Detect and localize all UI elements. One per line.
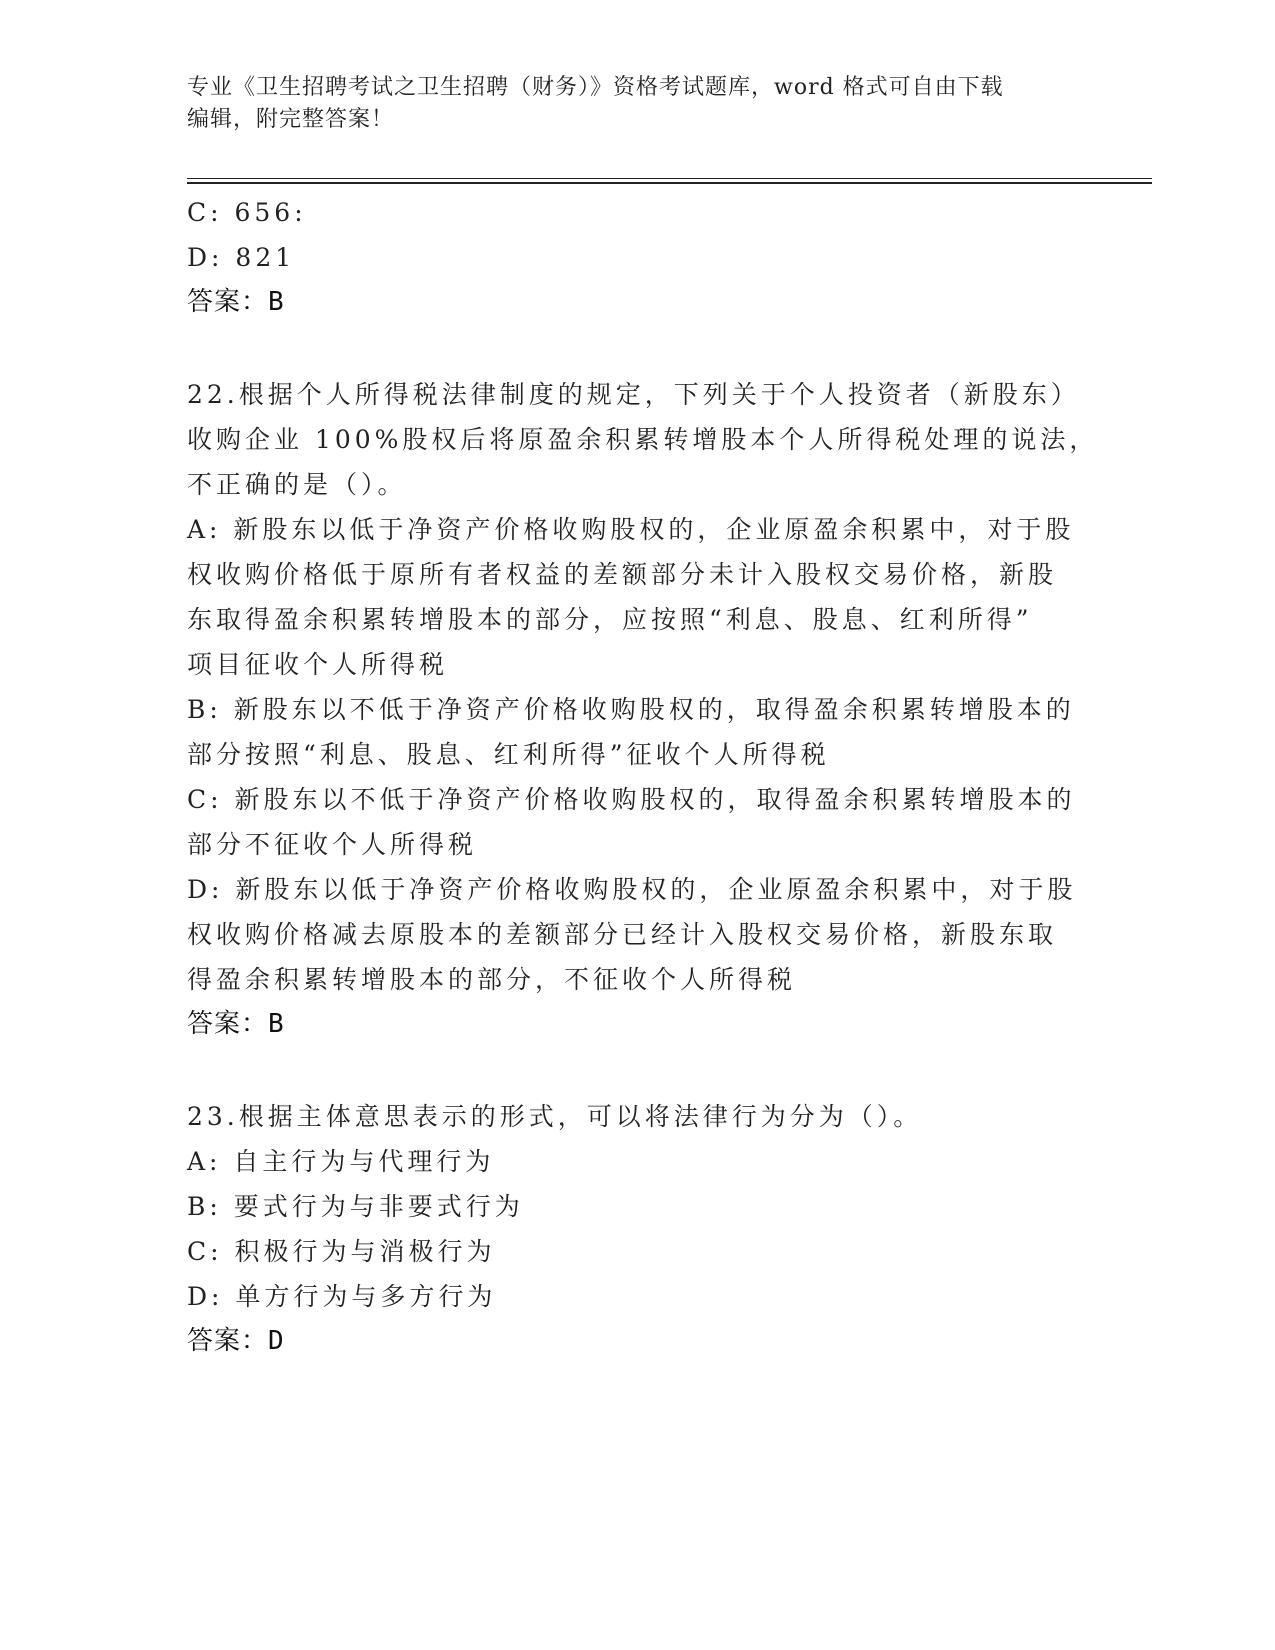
- page-header: [187, 72, 1087, 136]
- option-a: 权收购价格低于原所有者权益的差额部分未计入股权交易价格，新股: [187, 560, 1058, 589]
- option-d: D: 单方行为与多方行为: [187, 1282, 497, 1311]
- header-divider-thick: [187, 182, 1152, 184]
- question-22: [187, 372, 1099, 1047]
- option-b: B: 新股东以不低于净资产价格收购股权的，取得盈余积累转增股本的: [187, 695, 1075, 724]
- answer: 答案：D: [187, 1326, 285, 1356]
- option-c: C: 656:: [187, 198, 307, 227]
- option-a: 东取得盈余积累转增股本的部分，应按照“利息、股息、红利所得”: [187, 605, 1033, 634]
- option-d: 得盈余积累转增股本的部分，不征收个人所得税: [187, 965, 797, 994]
- question-stem: 22.根据个人所得税法律制度的规定，下列关于个人投资者（新股东）: [187, 380, 1080, 409]
- option-a: 项目征收个人所得税: [187, 650, 449, 679]
- option-c: 部分不征收个人所得税: [187, 830, 478, 859]
- question-stem: 不正确的是（）。: [187, 470, 407, 499]
- header-line-1: 专业《卫生招聘考试之卫生招聘（财务）》资格考试题库，word 格式可自由下载: [187, 75, 1004, 100]
- question-content: [187, 190, 1099, 1364]
- prev-question: [187, 190, 1077, 325]
- option-d: D: 新股东以低于净资产价格收购股权的，企业原盈余积累中，对于股: [187, 875, 1077, 904]
- question-stem: 收购企业 100%股权后将原盈余积累转增股本个人所得税处理的说法，: [187, 425, 1099, 454]
- option-c: C: 新股东以不低于净资产价格收购股权的，取得盈余积累转增股本的: [187, 785, 1076, 814]
- option-b: B: 要式行为与非要式行为: [187, 1192, 524, 1221]
- option-d: 权收购价格减去原股本的差额部分已经计入股权交易价格，新股东取: [187, 920, 1058, 949]
- option-c: C: 积极行为与消极行为: [187, 1237, 496, 1266]
- answer: 答案：B: [187, 287, 285, 317]
- question-stem: 23.根据主体意思表示的形式，可以将法律行为分为（）。: [187, 1102, 923, 1131]
- option-d: D: 821: [187, 243, 296, 272]
- option-a: A: 自主行为与代理行为: [187, 1147, 495, 1176]
- spacer: [187, 1047, 1077, 1094]
- question-23: [187, 1094, 1077, 1364]
- spacer: [187, 325, 1077, 372]
- option-a: A: 新股东以低于净资产价格收购股权的，企业原盈余积累中，对于股: [187, 515, 1075, 544]
- option-b: 部分按照“利息、股息、红利所得”征收个人所得税: [187, 740, 830, 769]
- header-divider: [187, 178, 1152, 179]
- answer: 答案：B: [187, 1009, 285, 1039]
- header-line-2: 编辑，附完整答案！: [187, 107, 395, 132]
